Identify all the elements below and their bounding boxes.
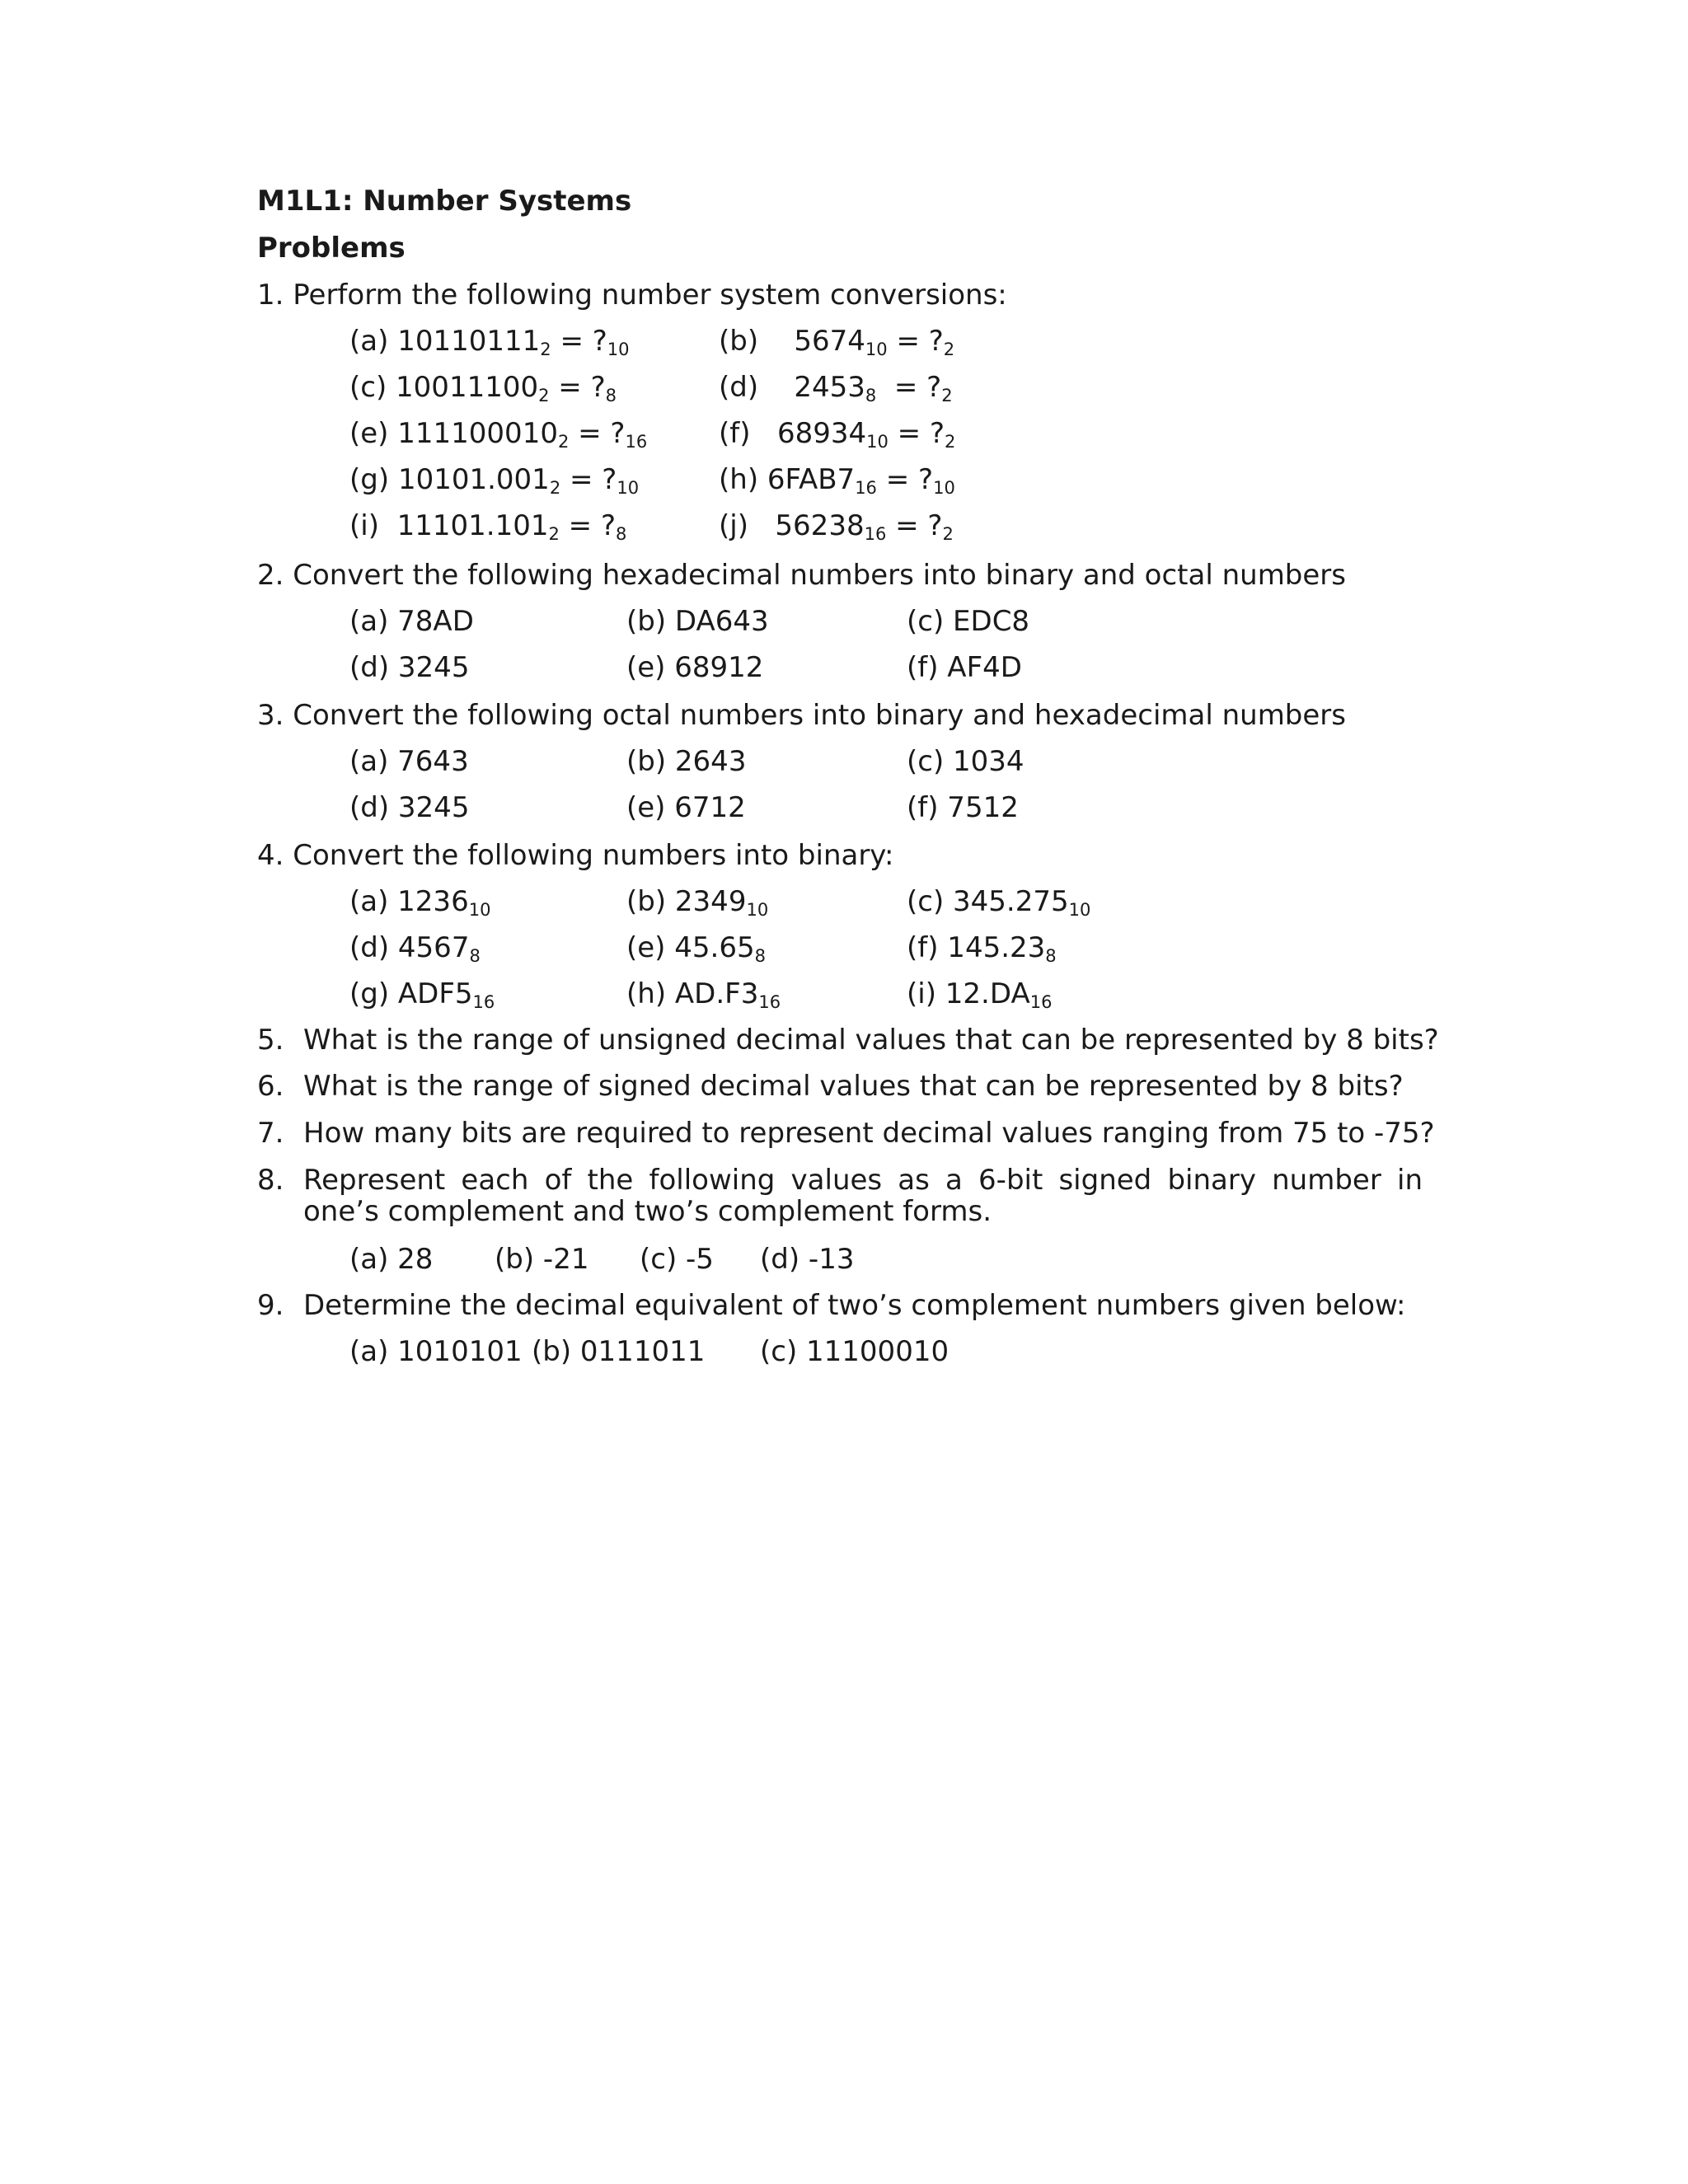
question-8-number: 8. — [257, 1164, 284, 1197]
q2-item-d: (d) 3245 — [349, 651, 470, 684]
q2-item-b: (b) DA643 — [626, 605, 769, 638]
question-7-number: 7. — [257, 1117, 284, 1150]
q9-item-a: (a) 1010101 — [349, 1335, 523, 1368]
q9-item-c: (c) 11100010 — [760, 1335, 950, 1368]
q4-item-e: (e) 45.658 — [626, 931, 766, 966]
q3-item-b: (b) 2643 — [626, 745, 747, 778]
q1-item-e: (e) 1111000102 = ?16 — [349, 417, 648, 452]
q1-item-c: (c) 100111002 = ?8 — [349, 371, 617, 405]
question-2: 2. Convert the following hexadecimal numbers into binary and octal numbers — [257, 559, 1347, 592]
q1-item-i: (i) 11101.1012 = ?8 — [349, 509, 627, 544]
question-3: 3. Convert the following octal numbers into binary and hexadecimal numbers — [257, 699, 1347, 732]
q8-item-d: (d) -13 — [760, 1243, 855, 1276]
question-1: 1. Perform the following number system conversions: — [257, 279, 1007, 312]
question-9-text: Determine the decimal equivalent of two’s complement numbers given below: — [303, 1289, 1406, 1322]
q8-item-a: (a) 28 — [349, 1243, 434, 1276]
q2-item-a: (a) 78AD — [349, 605, 474, 638]
q4-item-f: (f) 145.238 — [907, 931, 1057, 966]
q1-item-a: (a) 101101112 = ?10 — [349, 325, 630, 359]
q4-item-h: (h) AD.F316 — [626, 977, 781, 1012]
question-6 — [0, 1068, 1688, 1104]
q8-item-b: (b) -21 — [495, 1243, 589, 1276]
q3-item-f: (f) 7512 — [907, 791, 1019, 824]
question-7-text: How many bits are required to represent decimal values ranging from 75 to -75? — [303, 1117, 1435, 1150]
q3-item-a: (a) 7643 — [349, 745, 469, 778]
q2-item-e: (e) 68912 — [626, 651, 764, 684]
question-5-text: What is the range of unsigned decimal values that can be represented by 8 bits? — [303, 1024, 1439, 1057]
question-9 — [0, 1287, 1688, 1324]
q3-item-e: (e) 6712 — [626, 791, 746, 824]
q1-item-g: (g) 10101.0012 = ?10 — [349, 463, 640, 498]
q1-item-f: (f) 6893410 = ?2 — [719, 417, 956, 452]
q1-item-h: (h) 6FAB716 = ?10 — [719, 463, 955, 498]
page-title: M1L1: Number Systems — [257, 185, 632, 218]
q4-item-b: (b) 234910 — [626, 885, 769, 920]
q4-item-i: (i) 12.DA16 — [907, 977, 1053, 1012]
q9-item-b: (b) 0111011 — [532, 1335, 706, 1368]
question-7 — [0, 1115, 1688, 1151]
q3-item-d: (d) 3245 — [349, 791, 470, 824]
question-9-number: 9. — [257, 1289, 284, 1322]
q4-item-d: (d) 45678 — [349, 931, 481, 966]
question-4: 4. Convert the following numbers into binary: — [257, 839, 894, 872]
question-8-text: Represent each of the following values as a 6-bit signed binary number in one’s complement and two’s complement forms. — [303, 1164, 1423, 1228]
q2-item-c: (c) EDC8 — [907, 605, 1030, 638]
question-5 — [0, 1022, 1688, 1058]
q4-item-g: (g) ADF516 — [349, 977, 495, 1012]
q2-item-f: (f) AF4D — [907, 651, 1022, 684]
q1-item-d: (d) 24538 = ?2 — [719, 371, 953, 405]
question-6-text: What is the range of signed decimal values that can be represented by 8 bits? — [303, 1070, 1404, 1103]
q4-item-a: (a) 123610 — [349, 885, 491, 920]
q3-item-c: (c) 1034 — [907, 745, 1025, 778]
q1-item-b: (b) 567410 = ?2 — [719, 325, 955, 359]
section-heading: Problems — [257, 232, 406, 265]
question-6-number: 6. — [257, 1070, 284, 1103]
q1-item-j: (j) 5623816 = ?2 — [719, 509, 954, 544]
q4-item-c: (c) 345.27510 — [907, 885, 1091, 920]
question-5-number: 5. — [257, 1024, 284, 1057]
q8-item-c: (c) -5 — [640, 1243, 714, 1276]
